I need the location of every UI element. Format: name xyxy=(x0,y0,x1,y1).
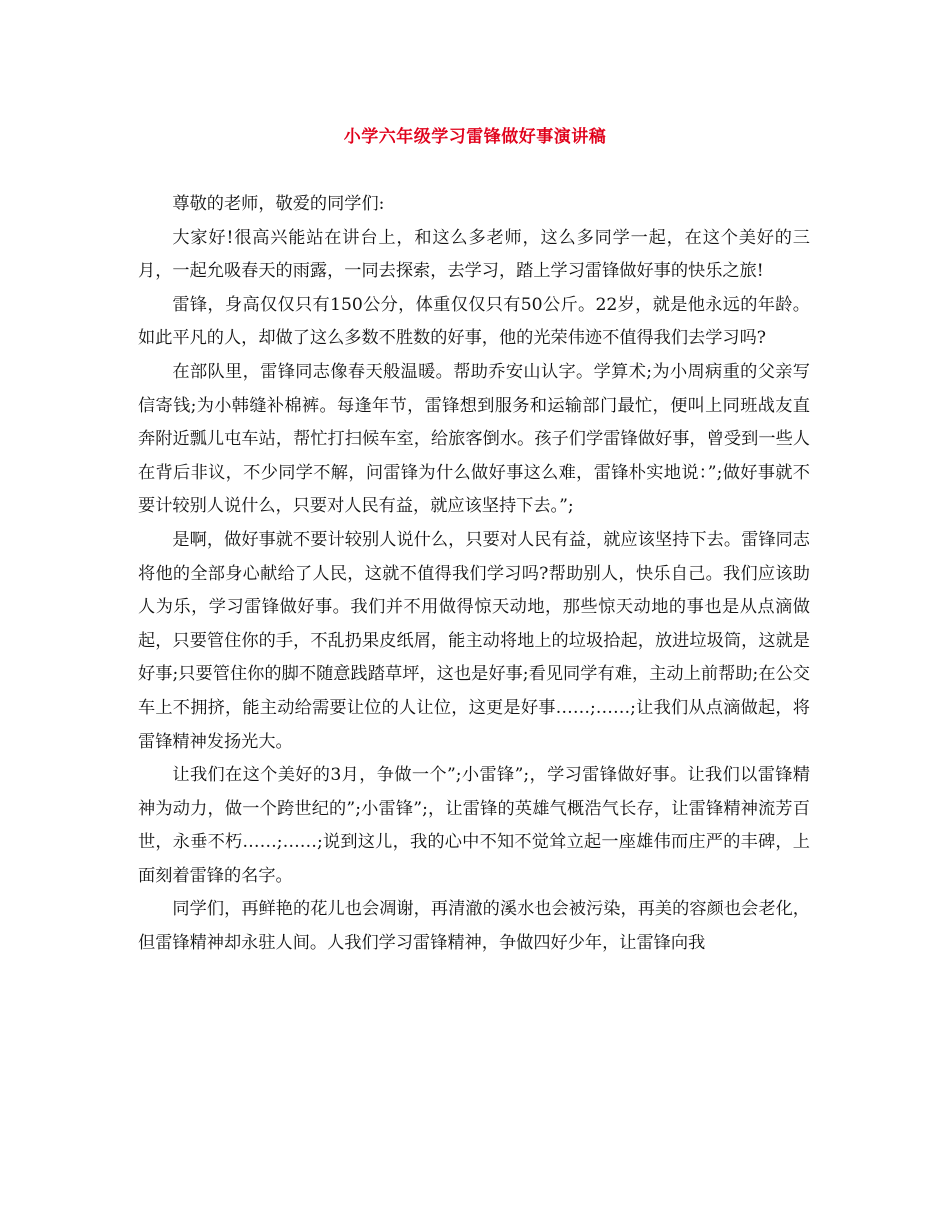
paragraph-closing: 同学们，再鲜艳的花儿也会凋谢，再清澈的溪水也会被污染，再美的容颜也会老化，但雷锋精神却永驻人间。人我们学习雷锋精神，争做四好少年，让雷锋向我 xyxy=(138,899,810,954)
paragraph-greeting: 尊敬的老师，敬爱的同学们: xyxy=(172,194,385,214)
document-body xyxy=(138,188,810,961)
paragraph-good-deeds: 是啊，做好事就不要计较别人说什么，只要对人民有益，就应该坚持下去。雷锋同志将他的全部身心献给了人民，这就不值得我们学习吗?帮助别人，快乐自己。我们应该助人为乐，学习雷锋做好事。我们并不用做得惊天动地，那些惊天动地的事也是从点滴做起，只要管住你的手，不乱扔果皮纸屑，能主动将地上的垃圾拾起，放进垃圾筒，这就是好事;只要管住你的脚不随意践踏草坪，这也是好事;看见同学有难，主动上前帮助;在公交车上不拥挤，能主动给需要让位的人让位，这更是好事……;……;让我们从点滴做起，将雷锋精神发扬光大。 xyxy=(138,529,810,752)
paragraph-leifeng-intro: 雷锋，身高仅仅只有150公分，体重仅仅只有50公斤。22岁，就是他永远的年龄。如此平凡的人，却做了这么多数不胜数的好事，他的光荣伟迹不值得我们去学习吗? xyxy=(138,294,810,349)
document-title: 小学六年级学习雷锋做好事演讲稿 xyxy=(343,127,607,147)
paragraph-opening: 大家好!很高兴能站在讲台上，和这么多老师，这么多同学一起，在这个美好的三月，一起允吸春天的雨露，一同去探索，去学习，踏上学习雷锋做好事的快乐之旅! xyxy=(138,227,810,282)
paragraph-army-deeds: 在部队里，雷锋同志像春天般温暖。帮助乔安山认字。学算术;为小周病重的父亲写信寄钱;为小韩缝补棉裤。每逢年节，雷锋想到服务和运输部门最忙，便叫上同班战友直奔附近瓢儿屯车站，帮忙打扫候车室，给旅客倒水。孩子们学雷锋做好事，曾受到一些人在背后非议，不少同学不解，问雷锋为什么做好事这么难，雷锋朴实地说：”;做好事就不要计较别人说什么，只要对人民有益，就应该坚持下去。”; xyxy=(138,361,810,517)
paragraph-call-to-action: 让我们在这个美好的3月，争做一个”;小雷锋”;，学习雷锋做好事。让我们以雷锋精神为动力，做一个跨世纪的”;小雷锋”;，让雷锋的英雄气概浩气长存，让雷锋精神流芳百世，永垂不朽……;……;说到这儿，我的心中不知不觉耸立起一座雄伟而庄严的丰碑，上面刻着雷锋的名字。 xyxy=(138,765,810,886)
